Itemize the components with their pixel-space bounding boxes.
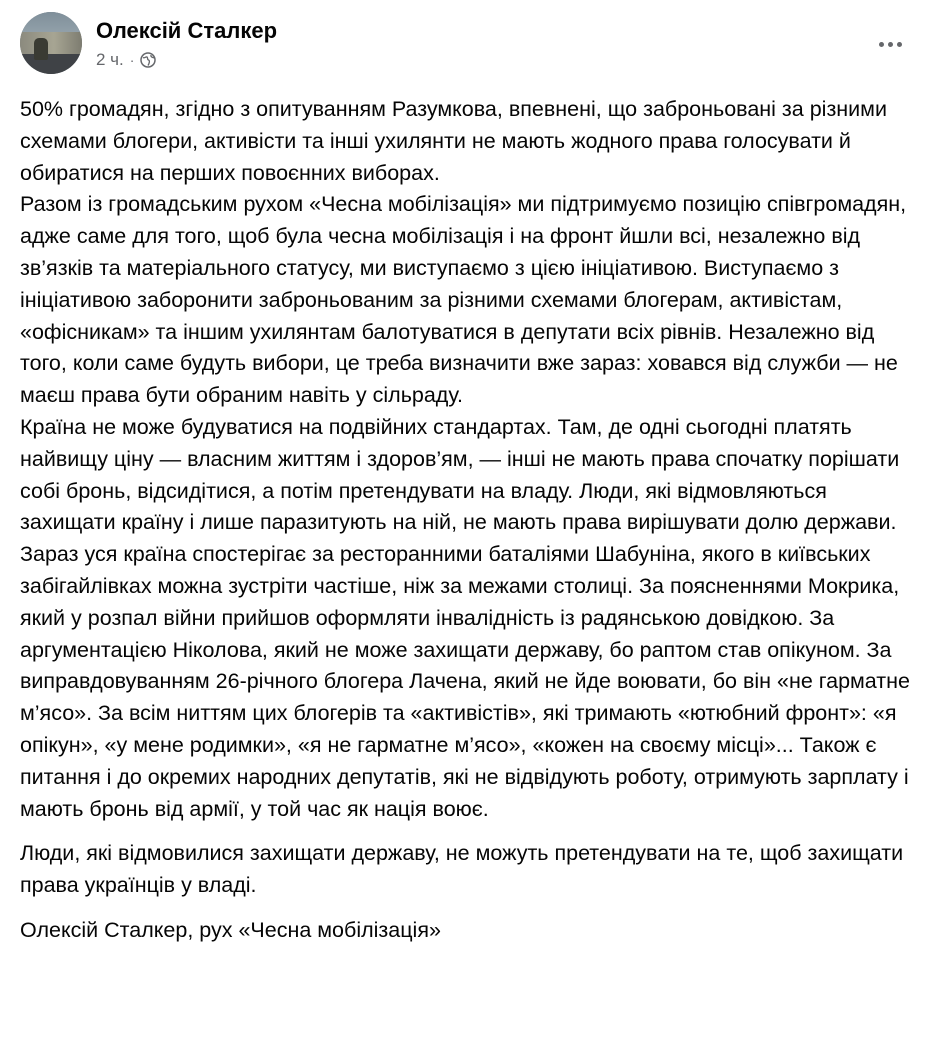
globe-icon[interactable]	[140, 52, 156, 68]
post-meta	[96, 50, 156, 70]
more-horizontal-icon	[879, 42, 902, 47]
avatar-ground	[20, 54, 82, 74]
post-signature: Олексій Сталкер, рух «Чесна мобілізація»	[20, 917, 441, 942]
post-time[interactable]: 2 ч.	[96, 50, 124, 69]
post-paragraph: Країна не може будуватися на подвійних стандартах. Там, де одні сьогодні платять найвищу ціну — власним життям і здоров’ям, — інші не мають права спочатку порішати собі бронь, відсидітися, а потім претендувати на владу. Люди, які відмовляються захищати країну і лише паразитують на ній, не мають права вирішувати долю держави.	[20, 414, 900, 535]
author-name[interactable]: Олексій Сталкер	[96, 18, 278, 43]
meta-separator: ·	[129, 52, 135, 68]
post-paragraph: Зараз уся країна спостерігає за ресторанними баталіями Шабуніна, якого в київських забігайлівках можна зустріти частіше, ніж за межами столиці. За поясненнями Мокрика, який у розпал війни прийшов оформляти інвалідність із радянською довідкою. За аргументацією Ніколова, який не може захищати державу, бо раптом став опікуном. За виправдовуванням 26-річного блогера Лачена, який не йде воювати, бо він «не гарматне м’ясо». За всім ниттям цих блогерів та «активістів», які тримають «ютюбний фронт»: «я опікун», «у мене родимки», «я не гарматне м’ясо», «кожен на своєму місці»... Також є питання і до окремих народних депутатів, які не відвідують роботу, отримують зарплату і мають бронь від армії, у той час як нація воює.	[20, 542, 910, 821]
avatar[interactable]	[20, 12, 82, 74]
post-header	[20, 12, 910, 76]
post-paragraph: 50% громадян, згідно з опитуванням Разумкова, впевнені, що заброньовані за різними схемами блогери, активісти та інші ухилянти не мають жодного права голосувати й обиратися на перших повоєнних виборах.	[20, 97, 887, 185]
avatar-figure	[34, 38, 48, 60]
avatar-wall	[20, 32, 82, 56]
post-paragraph: Люди, які відмовилися захищати державу, не можуть претендувати на те, щоб захищати права українців у владі.	[20, 841, 904, 898]
more-options-button[interactable]	[870, 30, 910, 58]
post-text	[20, 94, 915, 947]
post-paragraph: Разом із громадським рухом «Чесна мобілізація» ми підтримуємо позицію співгромадян, адже саме для того, щоб була чесна мобілізація і на фронт йшли всі, незалежно від зв’язків та матеріального статусу, ми виступаємо з цією ініціативою. Виступаємо з ініціативою заборонити заброньованим за різними схемами блогерам, активістам, «офісникам» та іншим ухилянтам балотуватися в депутати всіх рівнів. Незалежно від того, коли саме будуть вибори, це треба визначити вже зараз: ховався від служби — не маєш права бути обраним навіть у сільраду.	[20, 192, 907, 408]
